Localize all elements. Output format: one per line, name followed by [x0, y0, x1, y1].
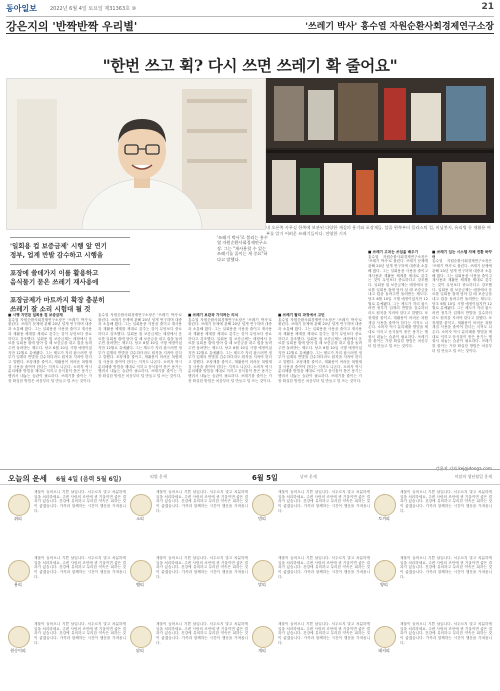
zodiac-icon — [374, 560, 396, 582]
fortune-text: 재물이 들어오니 기쁜 날입니다. 서두르지 말고 차분하게 일을 처리하세요. 주변 사람의 조언에 귀 기울이면 좋은 결과가 있습니다. 건강에 유의하고 무리한 약속은 피하는 것이 좋겠습니다. 가족과 함께하는 시간이 행운을 가져옵니다. — [34, 556, 126, 579]
zodiac-label: 소띠 — [136, 516, 144, 521]
page-number: 21 — [481, 2, 494, 12]
zodiac-icon — [8, 626, 30, 648]
zodiac-label: 양띠 — [380, 582, 388, 587]
profile-caption: '쓰레기 박사'로 불리는 홍수열 자원순환사회경제연구소장. 그는 "재사용할 수 있는 쓰레기를 줄이는 게 중요"하다고 말했다. — [217, 235, 268, 262]
zodiac-label: 돼지띠 — [378, 648, 390, 653]
zodiac-icon — [374, 494, 396, 516]
zodiac-label: 닭띠 — [136, 648, 144, 653]
section-divider — [0, 469, 500, 470]
zodiac-icon — [252, 626, 274, 648]
zodiac-icon — [374, 626, 396, 648]
zodiac-label: 토끼띠 — [378, 516, 390, 521]
fortune-text: 재물이 들어오니 기쁜 날입니다. 서두르지 말고 차분하게 일을 처리하세요. 주변 사람의 조언에 귀 기울이면 좋은 결과가 있습니다. 건강에 유의하고 무리한 약속은 피하는 것이 좋겠습니다. 가족과 함께하는 시간이 행운을 가져옵니다. — [278, 556, 370, 579]
fortune-text: 재물이 들어오니 기쁜 날입니다. 서두르지 말고 차분하게 일을 처리하세요. 주변 사람의 조언에 귀 기울이면 좋은 결과가 있습니다. 건강에 유의하고 무리한 약속은 피하는 것이 좋겠습니다. 가족과 함께하는 시간이 행운을 가져옵니다. — [278, 490, 370, 513]
zodiac-label: 말띠 — [258, 582, 266, 587]
article-column — [98, 313, 182, 465]
article-column — [368, 250, 428, 465]
weather-source: 이달의 생년월일 운세 — [454, 474, 492, 479]
photo-caption — [266, 225, 494, 236]
article-body-text: 홍수열 자원순환사회경제연구소장은 '쓰레기 박사'로 불린다. 쓰레기 문제에 관해 20년 넘게 연구하며 대중과 소통해 왔다. 그는 일회용품 사용을 줄이고 재사용과 재활용 체계를 제대로 갖추는 것이 무엇보다 중요하다고 강조했다. 일회용 컵 보증금제는 매장에서 음료를 일회용 컵에 담아 살 때 보증금을 내고 컵을 돌려주면 돌려받는 제도다. 당초 6월 10일 시행 예정이었지만 12월로 유예됐다. 그는 제도가 자리 잡으려면 정부가 업계의 반발을 감수하더라도 원칙을 지켜야 한다고 말했다. 포장재를 줄이고, 재활용이 어려운 복합재질 사용을 줄여야 한다는 지적도 나온다. 소비자 역시 분리배출 방법을 제대로 익히고 음식물이 묻은 용기는 헹궈서 내놓는 습관이 필요하다. 쓰레기를 줄이는 가장 확실한 방법은 처음부터 덜 만들고 덜 쓰는 것이다. — [278, 317, 362, 383]
fortune-text: 재물이 들어오니 기쁜 날입니다. 서두르지 말고 차분하게 일을 처리하세요. 주변 사람의 조언에 귀 기울이면 좋은 결과가 있습니다. 건강에 유의하고 무리한 약속은 피하는 것이 좋겠습니다. 가족과 함께하는 시간이 행운을 가져옵니다. — [400, 622, 492, 645]
portrait-photo — [6, 78, 266, 230]
series-name: 강은지의 '반짝반짝 우리별' — [6, 20, 138, 33]
pull-quote — [10, 233, 130, 314]
zodiac-icon — [8, 560, 30, 582]
fortune-text: 재물이 들어오니 기쁜 날입니다. 서두르지 말고 차분하게 일을 처리하세요. 주변 사람의 조언에 귀 기울이면 좋은 결과가 있습니다. 건강에 유의하고 무리한 약속은 피하는 것이 좋겠습니다. 가족과 함께하는 시간이 행운을 가져옵니다. — [34, 490, 126, 513]
zodiac-icon — [130, 560, 152, 582]
weather-note: 날씨 운세 — [300, 474, 317, 479]
article-body-text: 홍수열 자원순환사회경제연구소장은 '쓰레기 박사'로 불린다. 쓰레기 문제에 관해 20년 넘게 연구하며 대중과 소통해 왔다. 그는 일회용품 사용을 줄이고 재사용과 재활용 체계를 제대로 갖추는 것이 무엇보다 중요하다고 강조했다. 일회용 컵 보증금제는 매장에서 음료를 일회용 컵에 담아 살 때 보증금을 내고 컵을 돌려주면 돌려받는 제도다. 당초 6월 10일 시행 예정이었지만 12월로 유예됐다. 그는 제도가 자리 잡으려면 정부가 업계의 반발을 감수하더라도 원칙을 지켜야 한다고 말했다. 포장재를 줄이고, 재활용이 어려운 복합재질 사용을 줄여야 한다는 지적도 나온다. 소비자 역시 분리배출 방법을 제대로 익히고 음식물이 묻은 용기는 헹궈서 내놓는 습관이 필요하다. 쓰레기를 줄이는 가장 확실한 방법은 처음부터 덜 만들고 덜 쓰는 것이다. — [432, 259, 492, 353]
zodiac-icon — [252, 494, 274, 516]
zodiac-label: 개띠 — [258, 648, 266, 653]
article-column — [8, 313, 92, 465]
photographer-credit: 전영한 기자 — [325, 230, 347, 236]
interviewee-title: '쓰레기 박사' 홍수열 자원순환사회경제연구소장 — [305, 22, 494, 32]
article-body-text: 홍수열 자원순환사회경제연구소장은 '쓰레기 박사'로 불린다. 쓰레기 문제에 관해 20년 넘게 연구하며 대중과 소통해 왔다. 그는 일회용품 사용을 줄이고 재사용과 재활용 체계를 제대로 갖추는 것이 무엇보다 중요하다고 강조했다. 일회용 컵 보증금제는 매장에서 음료를 일회용 컵에 담아 살 때 보증금을 내고 컵을 돌려주면 돌려받는 제도다. 당초 6월 10일 시행 예정이었지만 12월로 유예됐다. 그는 제도가 자리 잡으려면 정부가 업계의 반발을 감수하더라도 원칙을 지켜야 한다고 말했다. 포장재를 줄이고, 재활용이 어려운 복합재질 사용을 줄여야 한다는 지적도 나온다. 소비자 역시 분리배출 방법을 제대로 익히고 음식물이 묻은 용기는 헹궈서 내놓는 습관이 필요하다. 쓰레기를 줄이는 가장 확실한 방법은 처음부터 덜 만들고 덜 쓰는 것이다. — [368, 254, 428, 349]
article-body-text: 홍수열 자원순환사회경제연구소장은 '쓰레기 박사'로 불린다. 쓰레기 문제에 관해 20년 넘게 연구하며 대중과 소통해 왔다. 그는 일회용품 사용을 줄이고 재사용과 재활용 체계를 제대로 갖추는 것이 무엇보다 중요하다고 강조했다. 일회용 컵 보증금제는 매장에서 음료를 일회용 컵에 담아 살 때 보증금을 내고 컵을 돌려주면 돌려받는 제도다. 당초 6월 10일 시행 예정이었지만 12월로 유예됐다. 그는 제도가 자리 잡으려면 정부가 업계의 반발을 감수하더라도 원칙을 지켜야 한다고 말했다. 포장재를 줄이고, 재활용이 어려운 복합재질 사용을 줄여야 한다는 지적도 나온다. 소비자 역시 분리배출 방법을 제대로 익히고 음식물이 묻은 용기는 헹궈서 내놓는 습관이 필요하다. 쓰레기를 줄이는 가장 확실한 방법은 처음부터 덜 만들고 덜 쓰는 것이다. — [98, 313, 182, 379]
zodiac-icon — [130, 626, 152, 648]
portrait-illustration — [7, 79, 265, 229]
zodiac-label: 뱀띠 — [136, 582, 144, 587]
fortune-text: 재물이 들어오니 기쁜 날입니다. 서두르지 말고 차분하게 일을 처리하세요. 주변 사람의 조언에 귀 기울이면 좋은 결과가 있습니다. 건강에 유의하고 무리한 약속은 피하는 것이 좋겠습니다. 가족과 함께하는 시간이 행운을 가져옵니다. — [34, 622, 126, 645]
zodiac-icon — [252, 560, 274, 582]
pull-quote-rule-top — [10, 237, 130, 238]
fortune-text: 재물이 들어오니 기쁜 날입니다. 서두르지 말고 차분하게 일을 처리하세요. 주변 사람의 조언에 귀 기울이면 좋은 결과가 있습니다. 건강에 유의하고 무리한 약속은 피하는 것이 좋겠습니다. 가족과 함께하는 시간이 행운을 가져옵니다. — [400, 556, 492, 579]
photo-caption-text: 내 오른쪽 사무실 한쪽에 보관된 다양한 재질의 용기와 포장재들. 앞줄 왼쪽부터 플라스틱 컵, 비닐봉지, 유리병 등 재활용 여부를 알기 어려운 쓰레기들이다. — [266, 225, 491, 236]
fortune-text: 재물이 들어오니 기쁜 날입니다. 서두르지 말고 차분하게 일을 처리하세요. 주변 사람의 조언에 귀 기울이면 좋은 결과가 있습니다. 건강에 유의하고 무리한 약속은 피하는 것이 좋겠습니다. 가족과 함께하는 시간이 행운을 가져옵니다. — [156, 556, 248, 579]
waste-items-photo — [266, 78, 494, 223]
fortune-title: 오늘의 운세 — [8, 474, 47, 483]
zodiac-label: 쥐띠 — [14, 516, 22, 521]
fortune-note: 띠별 운세 — [150, 474, 167, 479]
pull-quote-line: 쓰레기 잘 소리 시험대 될 것 — [10, 305, 91, 313]
article-column — [278, 313, 362, 465]
zodiac-icon — [130, 494, 152, 516]
pull-quote-line: 음식물기 묻은 쓰레기 재사용에 — [10, 278, 99, 286]
waste-items-illustration — [266, 78, 494, 223]
pull-quote-line: 포장에 쓸데가지 이를 활용하고 — [10, 269, 99, 277]
article-subhead: ■ 쓰레기 입는 시스템 자체 전환 바꾸어 — [432, 250, 492, 259]
article-headline: "한번 쓰고 휙? 다시 쓰면 쓰레기 확 줄어요" — [102, 56, 398, 75]
zodiac-icon — [8, 494, 30, 516]
pull-quote-line: 포장금제가 마트까지 확장 충분히 — [10, 296, 105, 304]
article-column — [432, 250, 492, 460]
header-rule — [6, 33, 494, 34]
fortune-text: 재물이 들어오니 기쁜 날입니다. 서두르지 말고 차분하게 일을 처리하세요. 주변 사람의 조언에 귀 기울이면 좋은 결과가 있습니다. 건강에 유의하고 무리한 약속은 피하는 것이 좋겠습니다. 가족과 함께하는 시간이 행운을 가져옵니다. — [156, 622, 248, 645]
article-subhead: ■ 시행 지연된 일회용 컵 보증금제 — [8, 313, 63, 317]
issue-dateline: 2022년 6월 4일 토요일 제31363호 ⑩ — [50, 6, 137, 12]
article-subhead: ■ 쓰레기 팔리 과정에서 고민 — [278, 313, 325, 317]
article-subhead: ■ 쓰레기 고치는 쓰임을 배우기 — [368, 250, 419, 254]
pull-quote-line: 정부, 업계 반발 감수하고 시행을 — [10, 251, 104, 259]
article-body-text: 홍수열 자원순환사회경제연구소장은 '쓰레기 박사'로 불린다. 쓰레기 문제에 관해 20년 넘게 연구하며 대중과 소통해 왔다. 그는 일회용품 사용을 줄이고 재사용과 재활용 체계를 제대로 갖추는 것이 무엇보다 중요하다고 강조했다. 일회용 컵 보증금제는 매장에서 음료를 일회용 컵에 담아 살 때 보증금을 내고 컵을 돌려주면 돌려받는 제도다. 당초 6월 10일 시행 예정이었지만 12월로 유예됐다. 그는 제도가 자리 잡으려면 정부가 업계의 반발을 감수하더라도 원칙을 지켜야 한다고 말했다. 포장재를 줄이고, 재활용이 어려운 복합재질 사용을 줄여야 한다는 지적도 나온다. 소비자 역시 분리배출 방법을 제대로 익히고 음식물이 묻은 용기는 헹궈서 내놓는 습관이 필요하다. 쓰레기를 줄이는 가장 확실한 방법은 처음부터 덜 만들고 덜 쓰는 것이다. — [188, 317, 272, 383]
article-body-text: 홍수열 자원순환사회경제연구소장은 '쓰레기 박사'로 불린다. 쓰레기 문제에 관해 20년 넘게 연구하며 대중과 소통해 왔다. 그는 일회용품 사용을 줄이고 재사용과 재활용 체계를 제대로 갖추는 것이 무엇보다 중요하다고 강조했다. 일회용 컵 보증금제는 매장에서 음료를 일회용 컵에 담아 살 때 보증금을 내고 컵을 돌려주면 돌려받는 제도다. 당초 6월 10일 시행 예정이었지만 12월로 유예됐다. 그는 제도가 자리 잡으려면 정부가 업계의 반발을 감수하더라도 원칙을 지켜야 한다고 말했다. 포장재를 줄이고, 재활용이 어려운 복합재질 사용을 줄여야 한다는 지적도 나온다. 소비자 역시 분리배출 방법을 제대로 익히고 음식물이 묻은 용기는 헹궈서 내놓는 습관이 필요하다. 쓰레기를 줄이는 가장 확실한 방법은 처음부터 덜 만들고 덜 쓰는 것이다. — [8, 317, 92, 383]
fortune-text: 재물이 들어오니 기쁜 날입니다. 서두르지 말고 차분하게 일을 처리하세요. 주변 사람의 조언에 귀 기울이면 좋은 결과가 있습니다. 건강에 유의하고 무리한 약속은 피하는 것이 좋겠습니다. 가족과 함께하는 시간이 행운을 가져옵니다. — [156, 490, 248, 513]
pull-quote-rule — [10, 264, 130, 265]
weather-title: 6월 5일 — [252, 474, 278, 482]
newspaper-logo: 동아일보 — [6, 4, 37, 13]
zodiac-label: 원숭이띠 — [10, 648, 26, 653]
zodiac-label: 용띠 — [14, 582, 22, 587]
zodiac-label: 범띠 — [258, 516, 266, 521]
pull-quote-rule — [10, 291, 130, 292]
fortune-text: 재물이 들어오니 기쁜 날입니다. 서두르지 말고 차분하게 일을 처리하세요. 주변 사람의 조언에 귀 기울이면 좋은 결과가 있습니다. 건강에 유의하고 무리한 약속은 피하는 것이 좋겠습니다. 가족과 함께하는 시간이 행운을 가져옵니다. — [278, 622, 370, 645]
fortune-text: 재물이 들어오니 기쁜 날입니다. 서두르지 말고 차분하게 일을 처리하세요. 주변 사람의 조언에 귀 기울이면 좋은 결과가 있습니다. 건강에 유의하고 무리한 약속은 피하는 것이 좋겠습니다. 가족과 함께하는 시간이 행운을 가져옵니다. — [400, 490, 492, 513]
article-column — [188, 313, 272, 465]
article-subhead: ■ 쓰레기 보관과 가지려는 의식 — [188, 313, 239, 317]
section-divider — [0, 484, 500, 485]
fortune-date: 6월 4일 (음력 5월 6일) — [56, 476, 122, 483]
pull-quote-line: '일회용 컵 보증금제' 시행 앞 연기 — [10, 242, 107, 250]
